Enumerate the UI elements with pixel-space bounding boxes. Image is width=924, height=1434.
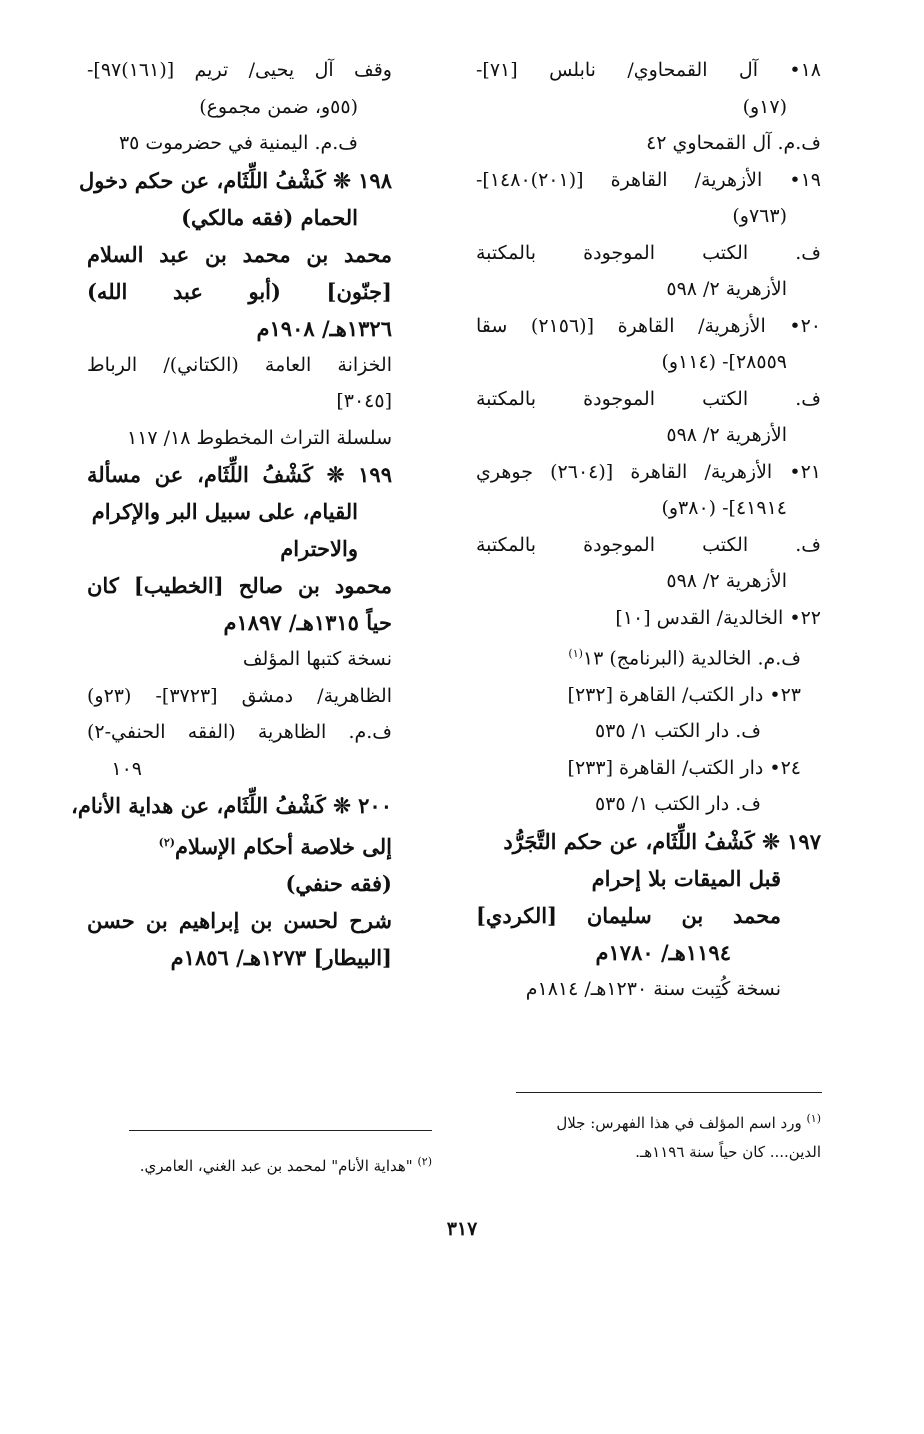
entry-line: ٢٨٥٥٩]- (١١٤و) (661, 351, 787, 373)
entry-line: ٤١٩١٤]- (٣٨٠و) (661, 497, 787, 519)
entry-line: ١٩• الأزهرية/ القاهرة [(٢٠١)١٤٨٠]- (476, 168, 821, 191)
left-column (71, 52, 392, 976)
footnote-rule (516, 1092, 822, 1093)
footnote-text: ورد اسم المؤلف في هذا الفهرس: جلال (556, 1114, 802, 1132)
entry-line: ف.م. آل القمحاوي ٤٢ (646, 132, 821, 154)
footnote-line: الدين.... كان حياً سنة ١١٩٦هـ. (635, 1143, 821, 1161)
footnote-line (481, 1104, 821, 1138)
entry-line: الأزهرية ٢/ ٥٩٨ (666, 424, 787, 446)
entry-title: ١٩٨ ❊ كَشْفُ اللِّثَام، عن حكم دخول (79, 167, 392, 193)
entry-date: حياً ١٣١٥هـ/ ١٨٩٧م (223, 610, 392, 635)
entry-text: ف.م. الخالدية (البرنامج) ١٣ (582, 647, 801, 670)
entry-line: الخزانة العامة (الكتاني)/ الرباط (87, 353, 392, 376)
entry-line: نسخة كُتِبت سنة ١٢٣٠هـ/ ١٨١٤م (525, 977, 781, 1000)
entry-line: (٧٦٣و) (732, 205, 787, 227)
entry-line: (٥٥و، ضمن مجموع) (199, 95, 358, 118)
entry-line: ٢٢• الخالدية/ القدس [١٠] (615, 606, 821, 629)
entry-line: ١٠٩ (111, 757, 142, 780)
entry-title (87, 824, 392, 865)
entry-line: الأزهرية ٢/ ٥٩٨ (666, 570, 787, 592)
page-number: ٣١٧ (446, 1218, 478, 1240)
footnote-2 (122, 1147, 432, 1181)
entry-author: محمد بن سليمان [الكردي] (476, 902, 781, 928)
entry-title: (فقه حنفي) (285, 871, 392, 896)
footnote-marker: (١) (806, 1112, 821, 1125)
entry-title: قبل الميقات بلا إحرام (591, 865, 781, 891)
entry-line: ٢١• الأزهرية/ القاهرة [(٢٦٠٤) جوهري (476, 460, 821, 483)
entry-line: ٢٠• الأزهرية/ القاهرة [(٢١٥٦) سقا (476, 314, 821, 337)
entry-date: ١٣٢٦هـ/ ١٩٠٨م (256, 315, 392, 341)
entry-title: ٢٠٠ ❊ كَشْفُ اللِّثَام، عن هداية الأنام، (71, 793, 392, 818)
entry-line: ف. الكتب الموجودة بالمكتبة (476, 533, 821, 556)
footnote-text: "هداية الأنام" لمحمد بن عبد الغني، العامري. (139, 1157, 413, 1175)
entry-line: ف.م. الظاهرية (الفقه الحنفي-٢) (87, 721, 392, 743)
entry-line: ف.م. اليمنية في حضرموت ٣٥ (118, 132, 358, 154)
entry-title: ١٩٧ ❊ كَشْفُ اللِّثَام، عن حكم التَّجَرُّد (503, 828, 821, 854)
entry-title: ١٩٩ ❊ كَشْفُ اللِّثَام، عن مسألة (87, 462, 392, 487)
entry-line: ٢٣• دار الكتب/ القاهرة [٢٣٢] (567, 683, 801, 706)
footnote-rule (129, 1130, 432, 1131)
entry-author: محمود بن صالح [الخطيب] كان (87, 573, 392, 598)
entry-author: شرح لحسن بن إبراهيم بن حسن (87, 908, 392, 933)
right-column (476, 52, 821, 1007)
entry-line: ٢٤• دار الكتب/ القاهرة [٢٣٣] (567, 756, 801, 779)
footnote-1 (481, 1104, 821, 1167)
entry-title: الحمام (فقه مالكي) (181, 204, 358, 230)
entry-line: ف. الكتب الموجودة بالمكتبة (476, 387, 821, 410)
footnote-marker: (٢) (417, 1155, 432, 1168)
entry-line: سلسلة التراث المخطوط ١٨/ ١١٧ (127, 426, 392, 449)
entry-title: القيام، على سبيل البر والإكرام (91, 499, 358, 524)
entry-author: محمد بن محمد بن عبد السلام (87, 241, 392, 267)
footnote-ref: (١) (568, 647, 583, 660)
entry-line (476, 636, 821, 677)
entry-line: (١٧و) (742, 95, 787, 118)
entry-line: ف. دار الكتب ١/ ٥٣٥ (594, 720, 761, 743)
entry-line: ف. دار الكتب ١/ ٥٣٥ (594, 793, 761, 816)
entry-line: الظاهرية/ دمشق [٣٧٢٣]- (٢٣و) (87, 684, 392, 707)
entry-author: [البيطار] ١٢٧٣هـ/ ١٨٥٦م (170, 945, 392, 970)
entry-line: نسخة كتبها المؤلف (242, 648, 392, 670)
entry-line: وقف آل يحيى/ تريم [(١٦١)٩٧]- (87, 59, 392, 81)
entry-date: ١١٩٤هـ/ ١٧٨٠م (595, 939, 731, 965)
entry-title: والاحترام (280, 536, 358, 561)
footnote-ref: (٢) (158, 836, 175, 849)
entry-line: الأزهرية ٢/ ٥٩٨ (666, 278, 787, 300)
entry-line: ١٨• آل القمحاوي/ نابلس [٧١]- (476, 59, 821, 81)
entry-line: [٣٠٤٥] (336, 390, 392, 412)
entry-line: ف. الكتب الموجودة بالمكتبة (476, 241, 821, 264)
entry-author: [جنّون] (أبو عبد الله) (87, 278, 392, 304)
entry-title-text: إلى خلاصة أحكام الإسلام (174, 834, 392, 859)
